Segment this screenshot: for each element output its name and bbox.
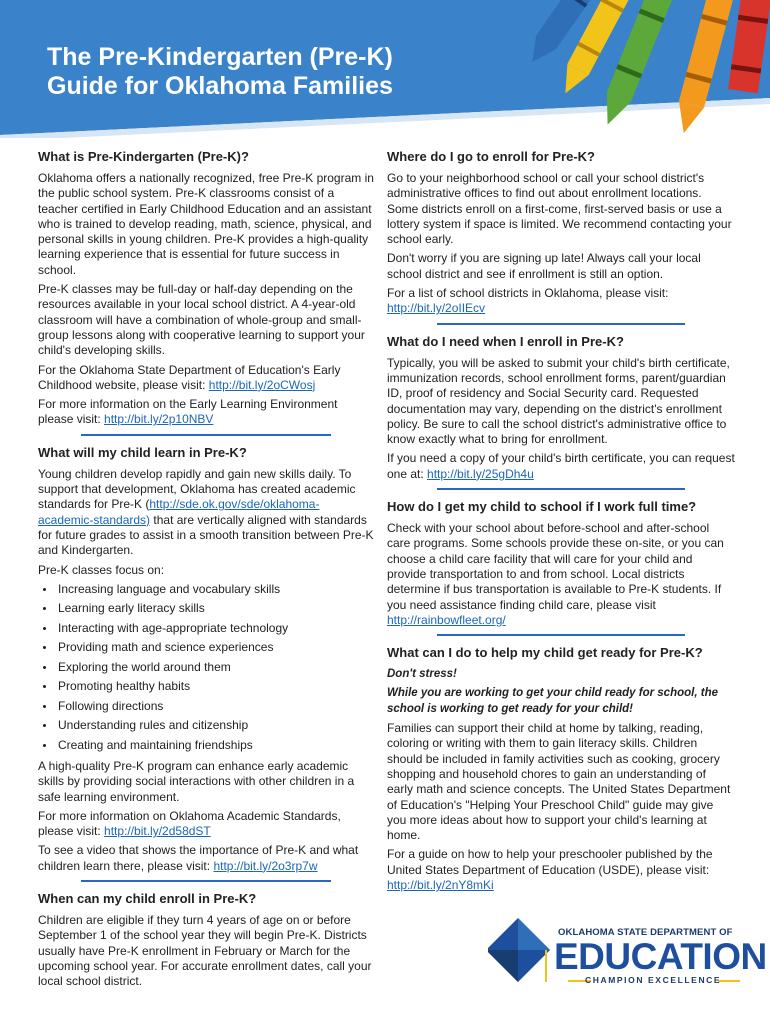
paragraph-text: To see a video that shows the importance of Pre-K and what children learn there, please visit: <box>38 843 359 873</box>
paragraph-text: Check with your school about before-school and after-school care programs. Some schools provide these on-site, or you can choose a child care facility that will care for your child and provide transportation to and from school. Local districts determine if bus transportation is available to Pre-K students. If you need assistance finding child care, please visit <box>387 521 724 612</box>
birth-certificate-link[interactable]: http://bit.ly/25gDh4u <box>427 466 534 481</box>
list-item: • Creating and maintaining friendships <box>56 738 374 753</box>
academic-standards-link[interactable]: http://sde.ok.gov/sde/oklahoma-academic-standards) <box>38 497 320 527</box>
school-districts-link[interactable]: http://bit.ly/2oIIEcv <box>387 301 486 316</box>
heading-get-to-school: How do I get my child to school if I work full time? <box>387 499 697 515</box>
list-item: • Exploring the world around them <box>56 660 374 675</box>
right-column <box>387 148 735 897</box>
heading-what-is-prek: What is Pre-Kindergarten (Pre-K)? <box>38 149 249 164</box>
paragraph-text: For the Oklahoma State Department of Education's Early Childhood website, please visit: <box>38 362 341 392</box>
paragraph <box>387 286 735 317</box>
paragraph <box>387 847 735 893</box>
logo-education-word: EDUCATION <box>554 936 767 977</box>
heading-help-ready: What can I do to help my child get ready for Pre-K? <box>387 645 703 661</box>
heading-what-will-learn: What will my child learn in Pre-K? <box>38 444 247 460</box>
paragraph-text: For a list of school districts in Oklahoma, please visit: <box>387 286 669 301</box>
section-divider <box>81 880 331 882</box>
section-divider <box>437 634 685 636</box>
section-divider <box>437 323 685 325</box>
paragraph <box>38 467 374 559</box>
paragraph-text: that are vertically aligned with standards for future grades to assist in a smooth transition between Pre-K and Kindergarten. <box>38 512 374 558</box>
early-childhood-link[interactable]: http://bit.ly/2oCWosj <box>208 377 316 392</box>
standards-info-link[interactable]: http://bit.ly/2d58dST <box>104 824 211 839</box>
logo-org-line: OKLAHOMA STATE DEPARTMENT OF <box>558 927 733 938</box>
paragraph: Families can support their child at home by talking, reading, coloring or writing with them to gain literacy skills. Children should be included in family activities such as cooking, grocery shopping and household chores to gain an understanding of early math and science concepts. The United States Department of Education's "Helping Your Preschool Child" guide may give you more ideas about how to support your child's learning at home. <box>387 721 731 843</box>
page-title <box>47 43 393 101</box>
heading-when-enroll: When can my child enroll in Pre-K? <box>38 891 257 907</box>
paragraph-text: For a guide on how to help your preschooler published by the United States Department of Education (USDE), please visit: <box>387 847 713 877</box>
paragraph <box>38 809 374 840</box>
heading-where-enroll: Where do I go to enroll for Pre-K? <box>387 149 595 164</box>
list-item: • Learning early literacy skills <box>56 601 374 616</box>
list-item: • Promoting healthy habits <box>56 679 374 694</box>
usde-guide-link[interactable]: http://bit.ly/2nY8mKi <box>387 877 494 892</box>
list-item: • Interacting with age-appropriate technology <box>56 621 374 636</box>
video-link[interactable]: http://bit.ly/2o3rp7w <box>213 858 318 873</box>
rainbowfleet-link[interactable]: http://rainbowfleet.org/ <box>387 612 506 627</box>
paragraph-text: If you need a copy of your child's birth certificate, you can request one at: <box>387 451 735 481</box>
focus-intro: Pre-K classes focus on: <box>38 562 165 577</box>
left-column <box>38 148 374 994</box>
paragraph: Oklahoma offers a nationally recognized, free Pre-K program in the public school system. Pre-K classrooms consist of a teacher certified in Early Childhood Education and an assistant who is trained to develop reading, math, science, physical, and personal skills in young children. Pre-K provides a high-quality learning experience that is essential for future success in school. <box>38 171 374 277</box>
title-line-2: Guide for Oklahoma Families <box>47 72 393 100</box>
list-item: • Following directions <box>56 699 374 714</box>
paragraph-text: For more information on Oklahoma Academic Standards, please visit: <box>38 808 341 839</box>
paragraph <box>38 843 374 874</box>
osde-logo <box>488 918 767 992</box>
paragraph <box>38 397 374 428</box>
logo-tagline: CHAMPION EXCELLENCE <box>585 975 722 985</box>
paragraph: Children are eligible if they turn 4 years of age on or before September 1 of the school year they will begin Pre-K. Districts usually have Pre-K enrollment in February or March for the upcoming school year. For accurate enrollment dates, call your local school district. <box>38 913 372 989</box>
paragraph <box>387 451 735 482</box>
list-item: • Providing math and science experiences <box>56 640 374 655</box>
paragraph: Pre-K classes may be full-day or half-day depending on the resources available in your local school district. A 4-year-old classroom will have a combination of whole-group and small-group lessons along with cooperative learning to support your child's developing skills. <box>38 282 365 358</box>
section-divider <box>81 434 331 436</box>
paragraph-text: For more information on the Early Learning Environment please visit: <box>38 397 338 427</box>
paragraph <box>387 521 735 628</box>
paragraph: Typically, you will be asked to submit your child's birth certificate, immunization records, school enrollment forms, parent/guardian ID, proof of residency and Social Security card. Requested documentation may vary, depending on the district's enrollment policy. Be sure to call the school district's administrative office to know exactly what to bring for enrollment. <box>387 355 730 447</box>
paragraph-text: Young children develop rapidly and gain new skills daily. To support that development, Oklahoma has created academic standards for Pre-K ( <box>38 466 356 512</box>
header-banner <box>0 0 770 138</box>
paragraph <box>38 363 374 394</box>
paragraph: Go to your neighborhood school or call your school district's administrative offices to find out about enrollment locations. Some districts enroll on a first-come, first-served basis or use a lottery system if space is limited. We recommend contacting your school early. <box>387 171 732 247</box>
title-line-1: The Pre-Kindergarten (Pre-K) <box>47 43 393 71</box>
list-item: • Increasing language and vocabulary skills <box>56 582 374 597</box>
section-divider <box>437 488 685 490</box>
list-item: • Understanding rules and citizenship <box>56 718 374 733</box>
paragraph: Don't worry if you are signing up late! Always call your local school district and see if enrollment is still an option. <box>387 251 701 281</box>
early-learning-link[interactable]: http://bit.ly/2p10NBV <box>104 412 214 427</box>
focus-list <box>38 582 374 753</box>
paragraph: A high-quality Pre-K program can enhance early academic skills by providing social interactions with other children in a safe learning environment. <box>38 759 355 804</box>
dont-stress: Don't stress! <box>387 668 457 681</box>
italic-paragraph: While you are working to get your child ready for school, the school is working to get ready for your child! <box>387 687 718 715</box>
heading-what-need: What do I need when I enroll in Pre-K? <box>387 333 624 349</box>
